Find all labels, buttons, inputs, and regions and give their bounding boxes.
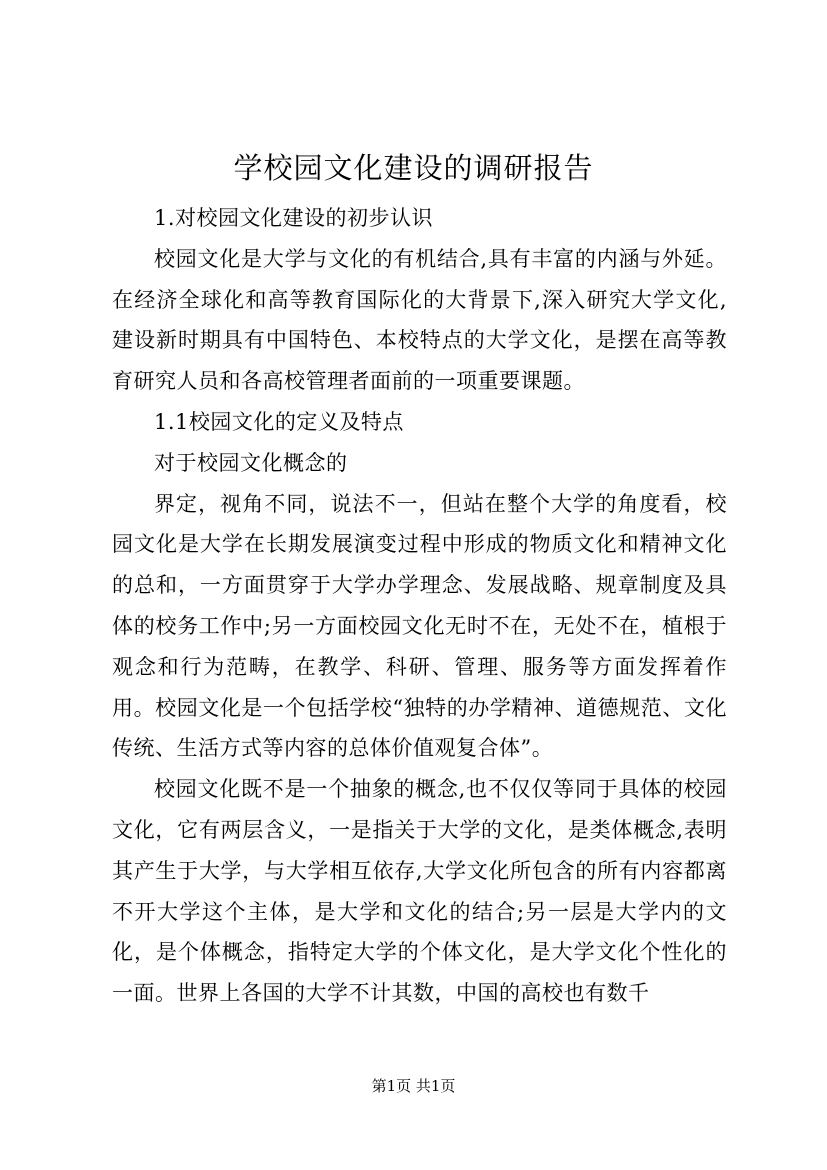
page-number-footer: 第1页 共1页: [371, 1077, 456, 1095]
subsection-heading: 1.1校园文化的定义及特点: [154, 409, 404, 434]
document-body: [112, 198, 727, 1014]
paragraph: 对于校园文化概念的: [154, 450, 348, 475]
paragraph: 校园文化是大学与文化的有机结合,具有丰富的内涵与外延。在经济全球化和高等教育国际化的大背景下,深入研究大学文化,建设新时期具有中国特色、本校特点的大学文化，是摆在高等教育研究人员和各高校管理者面前的一项重要课题。: [112, 246, 727, 394]
document-title: 学校园文化建设的调研报告: [233, 151, 594, 185]
paragraph: 界定，视角不同，说法不一，但站在整个大学的角度看，校园文化是大学在长期发展演变过程中形成的物质文化和精神文化的总和，一方面贯穿于大学办学理念、发展战略、规章制度及具体的校务工作中;另一方面校园文化无时不在，无处不在，植根于观念和行为范畴，在教学、科研、管理、服务等方面发挥着作用。校园文化是一个包括学校“独特的办学精神、道德规范、文化传统、生活方式等内容的总体价值观复合体”。: [112, 491, 727, 761]
section-heading: 1.对校园文化建设的初步认识: [154, 206, 434, 230]
paragraph: 校园文化既不是一个抽象的概念,也不仅仅等同于具体的校园文化，它有两层含义，一是指关于大学的文化，是类体概念,表明其产生于大学，与大学相互依存,大学文化所包含的所有内容都离不开大学这个主体，是大学和文化的结合;另一层是大学内的文化，是个体概念，指特定大学的个体文化，是大学文化个性化的一面。世界上各国的大学不计其数，中国的高校也有数千: [112, 777, 727, 1006]
